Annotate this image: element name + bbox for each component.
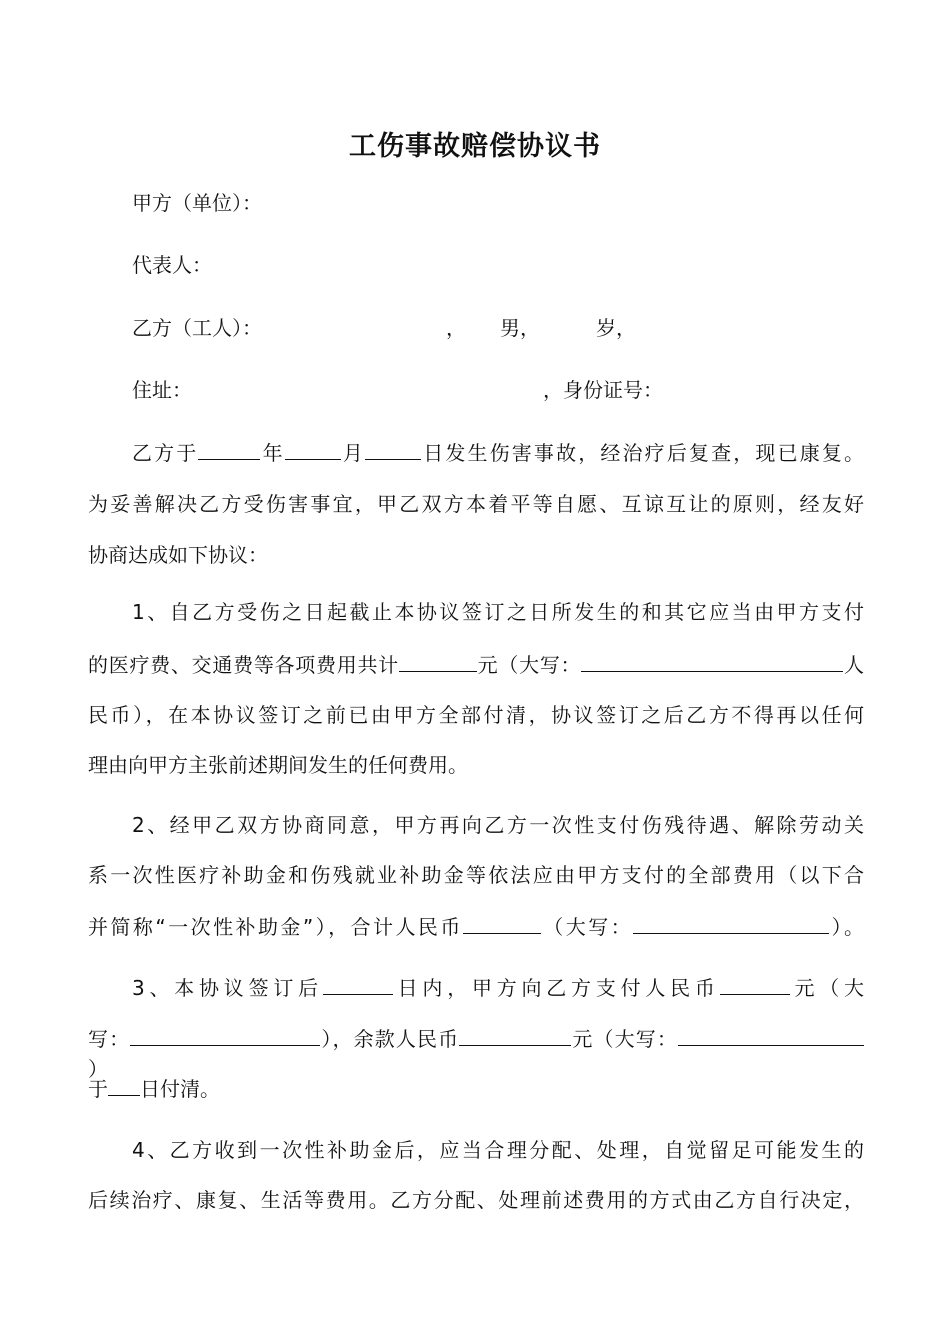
clause3-days-blank xyxy=(323,972,393,995)
clause3-line-3: 于 日付清。 xyxy=(88,1073,864,1104)
intro-line-3: 协商达成如下协议： xyxy=(88,543,268,567)
address-line xyxy=(132,375,864,405)
month-blank xyxy=(285,437,341,460)
party-b-age: 岁， xyxy=(596,316,636,340)
clause3-uppercase-blank-2 xyxy=(678,1023,864,1046)
clause4-line-1: 4、乙方收到一次性补助金后，应当合理分配、处理，自觉留足可能发生的 xyxy=(132,1138,864,1162)
clause3-line-1: 3、本协议签订后 日内，甲方向乙方支付人民币 元（大 xyxy=(132,972,864,1003)
clause3-payday-blank xyxy=(108,1073,140,1096)
intro-line-1: 乙方于 年 月 日发生伤害事故，经治疗后复查，现已康复。 xyxy=(132,437,864,468)
clause2-line-3: 并简称“一次性补助金”），合计人民币 （大写： ）。 xyxy=(88,911,864,942)
day-blank xyxy=(365,437,421,460)
clause2-amount-blank xyxy=(463,911,541,934)
clause2-line-2: 系一次性医疗补助金和伤残就业补助金等依法应由甲方支付的全部费用（以下合 xyxy=(88,863,864,887)
representative-line: 代表人： xyxy=(132,253,212,277)
clause1-line-1: 1、自乙方受伤之日起截止本协议签订之日所发生的和其它应当由甲方支付 xyxy=(132,600,864,624)
intro-line-2: 为妥善解决乙方受伤害事宜，甲乙双方本着平等自愿、互谅互让的原则，经友好 xyxy=(88,492,864,516)
clause3-line-2: 写： ），余款人民币 元（大写：） xyxy=(88,1023,864,1084)
clause4-line-2: 后续治疗、康复、生活等费用。乙方分配、处理前述费用的方式由乙方自行决定， xyxy=(88,1188,864,1212)
clause2-line-1: 2、经甲乙双方协商同意，甲方再向乙方一次性支付伤残待遇、解除劳动关 xyxy=(132,813,864,837)
clause3-amount-blank xyxy=(720,972,790,995)
id-number-label: ，身份证号： xyxy=(543,378,663,402)
address-label: 住址： xyxy=(132,378,192,402)
party-b-comma: ， xyxy=(446,316,466,340)
clause3-balance-blank xyxy=(459,1023,571,1046)
party-b-line xyxy=(132,313,864,343)
document-title: 工伤事故赔偿协议书 xyxy=(349,131,601,162)
clause3-uppercase-blank-1 xyxy=(130,1023,320,1046)
clause2-uppercase-blank xyxy=(633,911,829,934)
party-b-gender: 男， xyxy=(500,316,540,340)
clause1-uppercase-blank xyxy=(581,649,843,672)
clause1-amount-blank xyxy=(399,649,477,672)
party-a-line: 甲方（单位）： xyxy=(132,191,262,215)
year-blank xyxy=(198,437,260,460)
clause1-line-4: 理由向甲方主张前述期间发生的任何费用。 xyxy=(88,753,468,777)
clause1-line-2: 的医疗费、交通费等各项费用共计 元（大写： 人 xyxy=(88,649,864,680)
party-b-label: 乙方（工人）： xyxy=(132,316,262,340)
clause1-line-3: 民币），在本协议签订之前已由甲方全部付清，协议签订之后乙方不得再以任何 xyxy=(88,703,864,727)
